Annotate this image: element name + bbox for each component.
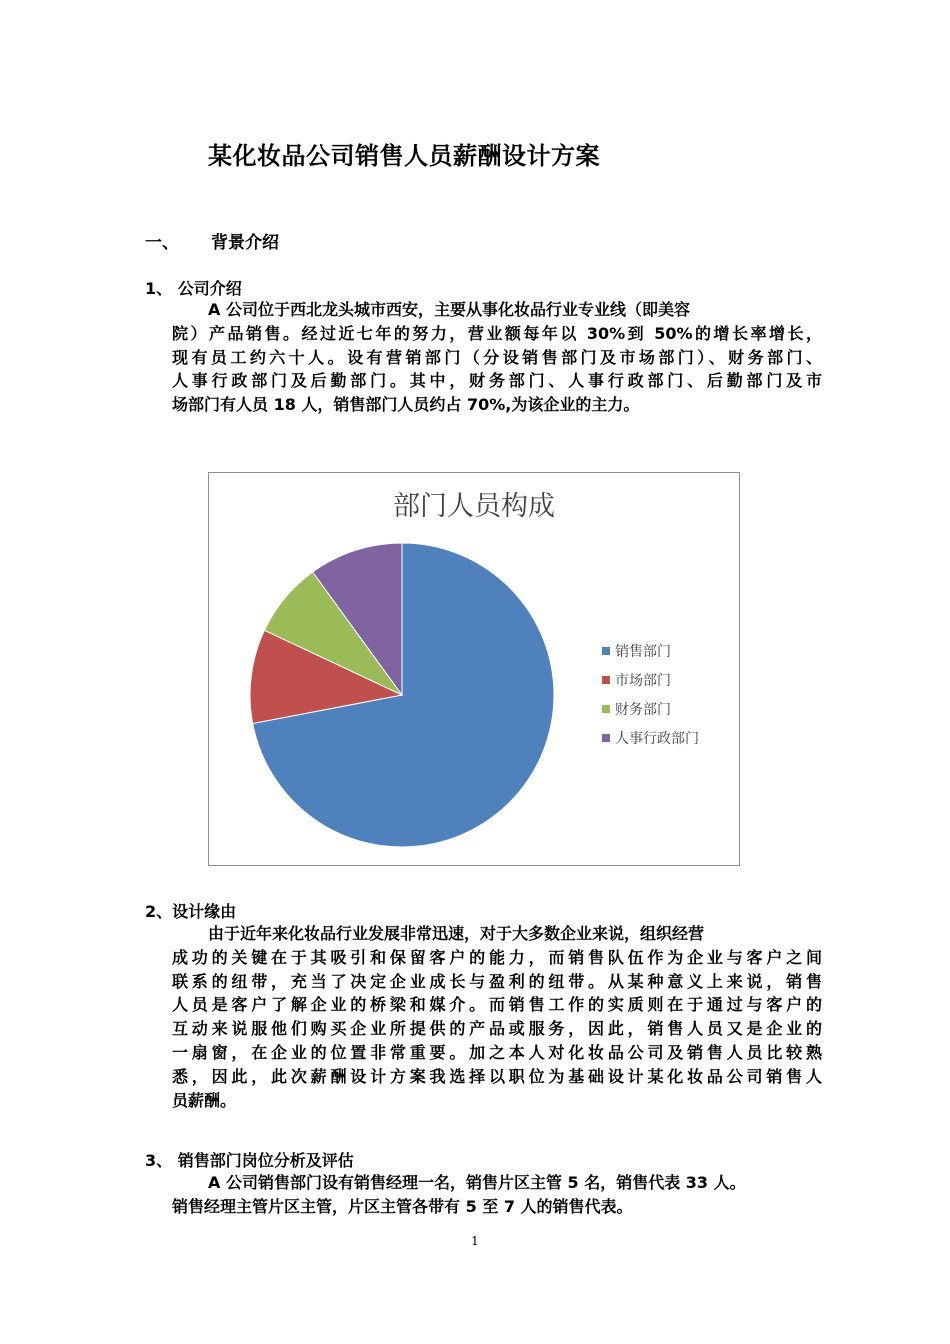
text-line: 人事行政部门及后勤部门。其中，财务部门、人事行政部门、后勤部门及市 [172, 371, 822, 391]
text-line: A 公司销售部门设有销售经理一名，销售片区主管 5 名，销售代表 33 人。 [208, 1173, 746, 1192]
section-heading-background [145, 228, 279, 253]
subheading-position-analysis: 3、 销售部门岗位分析及评估 [145, 1151, 354, 1170]
text-line: 院）产品销售。经过近七年的努力，营业额每年以 30%到 50%的增长率增长， [172, 323, 822, 343]
text-line: A 公司位于西北龙头城市西安，主要从事化妆品行业专业线（即美容 [208, 300, 690, 319]
legend-swatch [602, 676, 610, 684]
subheading-company-intro: 1、 公司介绍 [145, 279, 242, 298]
page-number: 1 [471, 1234, 479, 1248]
text-line: 销售经理主管片区主管，片区主管各带有 5 至 7 人的销售代表。 [172, 1196, 633, 1216]
subheading-design-reason: 2、设计缘由 [145, 902, 237, 921]
text-line: 一扇窗，在企业的位置非常重要。加之本人对化妆品公司及销售人员比较熟 [172, 1042, 822, 1062]
legend-swatch [602, 705, 610, 713]
paragraph-position-analysis [172, 1171, 832, 1219]
department-pie-chart [208, 472, 740, 866]
text-line: 成功的关键在于其吸引和保留客户的能力，而销售队伍作为企业与客户之间 [172, 947, 822, 967]
legend-label: 销售部门 [615, 644, 671, 660]
text-line: 现有员工约六十人。设有营销部门（分设销售部门及市场部门）、财务部门、 [172, 347, 822, 367]
section-label: 背景介绍 [211, 233, 279, 253]
paragraph-company-intro [172, 298, 822, 417]
paragraph-design-reason [172, 922, 822, 1112]
text-line: 人员是客户了解企业的桥梁和媒介。而销售工作的实质则在于通过与客户的 [172, 995, 822, 1015]
text-line: 由于近年来化妆品行业发展非常迅速，对于大多数企业来说，组织经营 [208, 924, 705, 943]
legend-label: 市场部门 [615, 673, 671, 689]
text-line: 悉，因此，此次薪酬设计方案我选择以职位为基础设计某化妆品公司销售人 [172, 1066, 822, 1086]
text-line: 员薪酬。 [172, 1090, 237, 1110]
legend-label: 人事行政部门 [615, 731, 699, 747]
text-line: 互动来说服他们购买企业所提供的产品或服务，因此，销售人员又是企业的 [172, 1019, 822, 1039]
legend-label: 财务部门 [615, 702, 671, 718]
text-line: 联系的纽带，充当了决定企业成长与盈利的纽带。从某种意义上来说，销售 [172, 971, 822, 991]
section-number: 一、 [145, 233, 179, 253]
text-line: 场部门有人员 18 人，销售部门人员约占 70%,为该企业的主力。 [172, 395, 640, 415]
chart-title: 部门人员构成 [393, 491, 555, 522]
page-title: 某化妆品公司销售人员薪酬设计方案 [208, 142, 600, 170]
legend-swatch [602, 647, 610, 655]
legend-swatch [602, 734, 610, 742]
